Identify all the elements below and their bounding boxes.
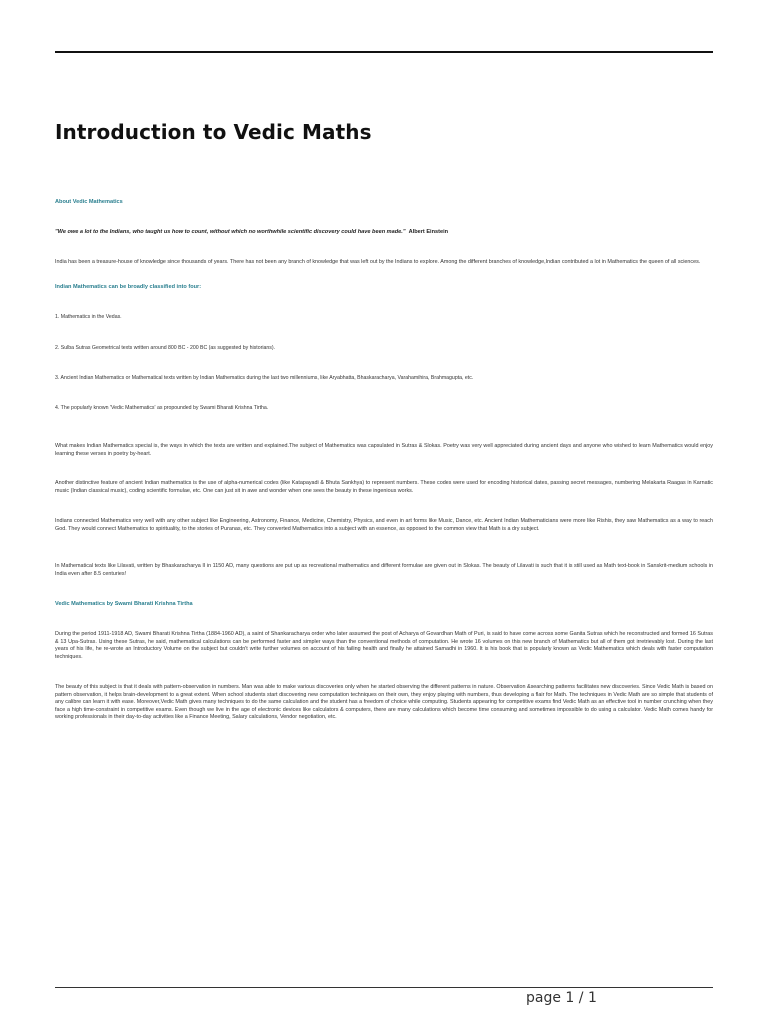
- distinctive-paragraph: Another distinctive feature of ancient Indian mathematics is the use of alpha-numerical codes (like Katapayadi & Bhuta Sankhya) to represent numbers. These codes were used for encoding historical dates, passing secret messages, numbering Melakarta Raagas in Karnatic music (Indian classical music), coding scientific formulae, etc. One can just sit in awe and wonder when one sees the beauty in these ingenious works.: [55, 480, 713, 494]
- vedic-heading: Vedic Mathematics by Swami Bharati Krishna Tirtha: [55, 601, 193, 607]
- list-item: 2. Sulba Sutras Geometrical texts written around 800 BC - 200 BC (as suggested by historians).: [55, 345, 276, 351]
- list-item: 1. Mathematics in the Vedas.: [55, 314, 122, 320]
- connected-paragraph: Indians connected Mathematics very well with any other subject like Engineering, Astronomy, Finance, Medicine, Chemistry, Physics, and even in art forms like Music, Dance, etc. Ancient Indian Mathematicians were more like Rishis, they saw Mathematics as a way to reach God. They would connect Mathematics to spirituality, to the stories of Puranas, etc. They converted Mathematics into a subject with an essence, as opposed to the common view that Math is a dry subject.: [55, 518, 713, 532]
- special-paragraph: What makes Indian Mathematics special is, the ways in which the texts are written and explained.The subject of Mathematics was capsulated in Sutras & Slokas. Poetry was very well appreciated during ancient days and anyone who wished to learn Mathematics would enjoy learning these verses in poetry by-heart.: [55, 443, 713, 457]
- list-item: 4. The popularly known 'Vedic Mathematics' as propounded by Swami Bharati Krishna Tirtha.: [55, 405, 269, 411]
- intro-paragraph: India has been a treasure-house of knowledge since thousands of years. There has not been any branch of knowledge that was left out by the Indians to explore. Among the different branches of knowledge,Indian contributed a lot in Mathematics the queen of all sciences.: [55, 259, 701, 265]
- about-heading: About Vedic Mathematics: [55, 199, 123, 205]
- page-title: Introduction to Vedic Maths: [55, 120, 372, 144]
- period-paragraph: During the period 1911-1918 AD, Swami Bharati Krishna Tirtha (1884-1960 AD), a saint of Shankaracharya order who later assumed the post of Acharya of Govardhan Math of Puri, is said to have come across some Ganita Sutras which he reconstructed and formed 16 Sutras & 13 Upa-Sutras. Using these Sutras, he said, mathematical calculations can be performed faster and simpler ways than the conventional methods of computation. He wrote 16 volumes on this new branch of Mathematics but all of them got irretrievably lost. During the last years of his life, he re-wrote an Introductory Volume on the subject but couldn't write further volumes on account of his failing health and finally he attained Samadhi in 1960. It is his book that is popularly known as Vedic Mathematics which deals with faster computation techniques.: [55, 631, 713, 660]
- lilavati-paragraph: In Mathematical texts like Lilavati, written by Bhaskaracharya II in 1150 AD, many questions are put up as recreational mathematics and different formulae are given out in Slokas. The beauty of Lilavati is such that it is still used as Math text-book in Sanskrit-medium schools in India even after 8.5 centuries!: [55, 563, 713, 577]
- einstein-quote: [55, 229, 713, 237]
- quote-author: Albert Einstein: [408, 229, 449, 235]
- page-number: page 1 / 1: [526, 990, 597, 1006]
- beauty-paragraph: The beauty of this subject is that it deals with pattern-observation in numbers. Man was able to make various discoveries only when he started observing the different patterns in nature. Observation &searching patterns facilitates new discoveries. Since Vedic Math is based on pattern observation, it helps brain-development to a great extent. When school students start discovering new computation techniques on their own, they enjoy playing with numbers, thus developing a flair for Math. The techniques in Vedic Math are so simple that students of any calibre can learn it with ease. Moreover,Vedic Math gives many techniques to do the same calculation and the student has a freedom of choice while computing. Students appearing for competitive exams find Vedic Math as an effective tool in number crunching when they face a high time-constraint in competitive exams. Even though we live in the age of electronic devices like calculators & computers, there are many calculations which become time consuming and sometimes impossible to do using a calculator. Vedic Math comes handy for working professionals in their day-to-day activities like a Finance Meeting, Salary calculations, Vendor negotiation, etc.: [55, 684, 713, 721]
- list-item: 3. Ancient Indian Mathematics or Mathematical texts written by Indian Mathematics during the last two millenniums, like Aryabhatta, Bhaskaracharya, Varahamihira, Brahmagupta, etc.: [55, 375, 474, 381]
- bottom-rule: [55, 987, 713, 988]
- classified-heading: Indian Mathematics can be broadly classified into four:: [55, 284, 202, 290]
- quote-text: "We owe a lot to the Indians, who taught us how to count, without which no worthwhile scientific discovery could have been made.": [55, 229, 406, 235]
- top-rule: [55, 51, 713, 53]
